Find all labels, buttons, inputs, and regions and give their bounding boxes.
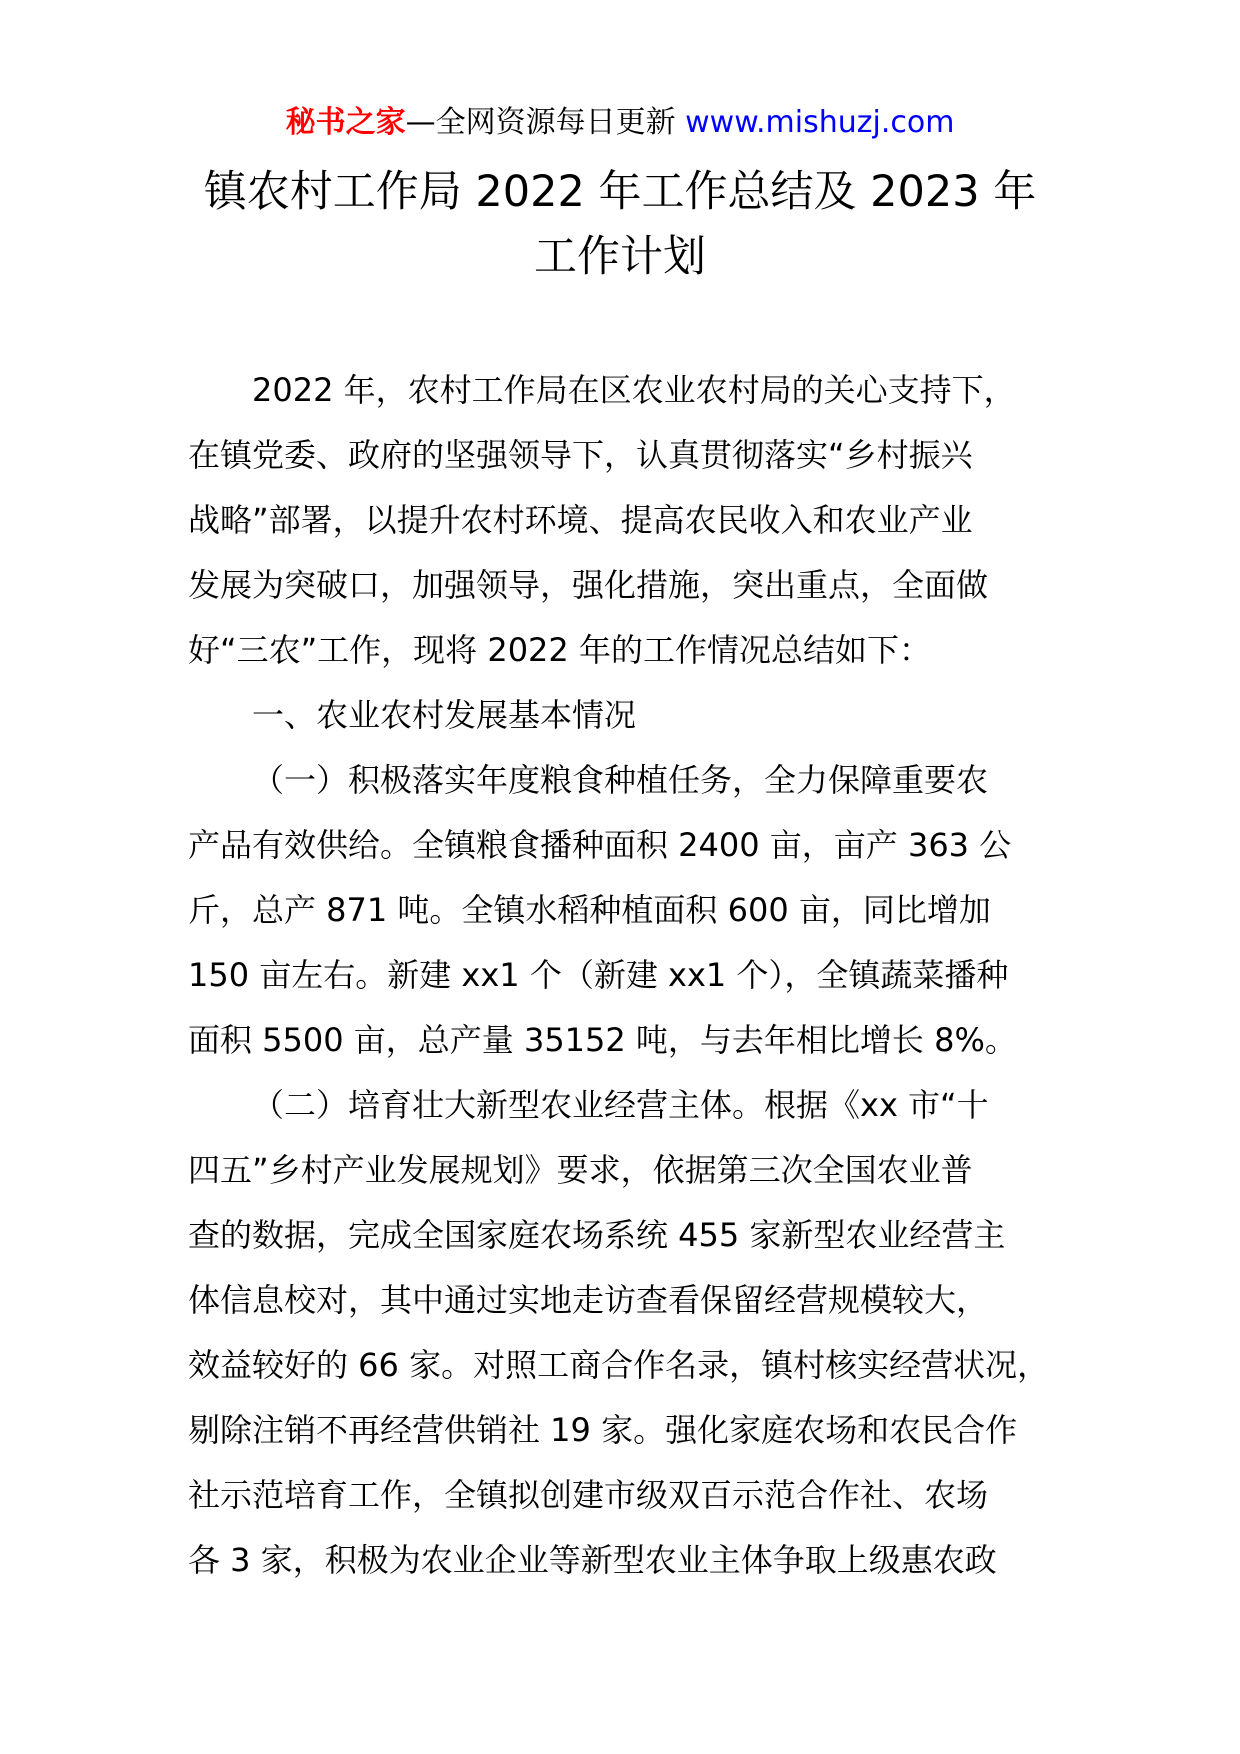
title-line-2: 工作计划 [534,232,706,282]
body-line: 2022 年，农村工作局在区农业农村局的关心支持下， [252,371,1016,409]
body-line: 好“三农”工作，现将 2022 年的工作情况总结如下： [188,631,931,669]
section-heading: 一、农业农村发展基本情况 [252,696,637,734]
document-body [188,358,1058,1593]
body-line: 在镇党委、政府的坚强领导下，认真贯彻落实“乡村振兴 [188,436,973,474]
body-line: 150 亩左右。新建 xx1 个（新建 xx1 个），全镇蔬菜播种 [188,956,1009,994]
body-line: 斤，总产 871 吨。全镇水稻种植面积 600 亩，同比增加 [188,891,991,929]
body-line: 查的数据，完成全国家庭农场系统 455 家新型农业经营主 [188,1216,1006,1254]
body-line: 战略”部署，以提升农村环境、提高农民收入和农业产业 [188,501,973,539]
body-line: 四五”乡村产业发展规划》要求，依据第三次全国农业普 [188,1151,973,1189]
brand-name: 秘书之家 [285,105,406,140]
body-line: 各 3 家，积极为农业企业等新型农业主体争取上级惠农政 [188,1541,997,1579]
body-line: 剔除注销不再经营供销社 19 家。强化家庭农场和农民合作 [188,1411,1018,1449]
document-title [150,160,1090,290]
body-line: 产品有效供给。全镇粮食播种面积 2400 亩，亩产 363 公 [188,826,1012,864]
body-line: （一）积极落实年度粮食种植任务，全力保障重要农 [252,761,989,799]
header-slogan: —全网资源每日更新 [405,105,686,140]
body-line: 社示范培育工作，全镇拟创建市级双百示范合作社、农场 [188,1476,989,1514]
body-line: 发展为突破口，加强领导，强化措施，突出重点，全面做 [188,566,989,604]
body-line: 面积 5500 亩，总产量 35152 吨，与去年相比增长 8%。 [188,1021,1017,1059]
title-line-1: 镇农村工作局 2022 年工作总结及 2023 年 [203,167,1037,217]
body-line: （二）培育壮大新型农业经营主体。根据《xx 市“十 [252,1086,989,1124]
site-header [0,98,1240,148]
body-line: 体信息校对，其中通过实地走访查看保留经营规模较大， [188,1281,989,1319]
site-url-link[interactable]: www.mishuzj.com [685,105,955,140]
body-line: 效益较好的 66 家。对照工商合作名录，镇村核实经营状况， [188,1346,1050,1384]
